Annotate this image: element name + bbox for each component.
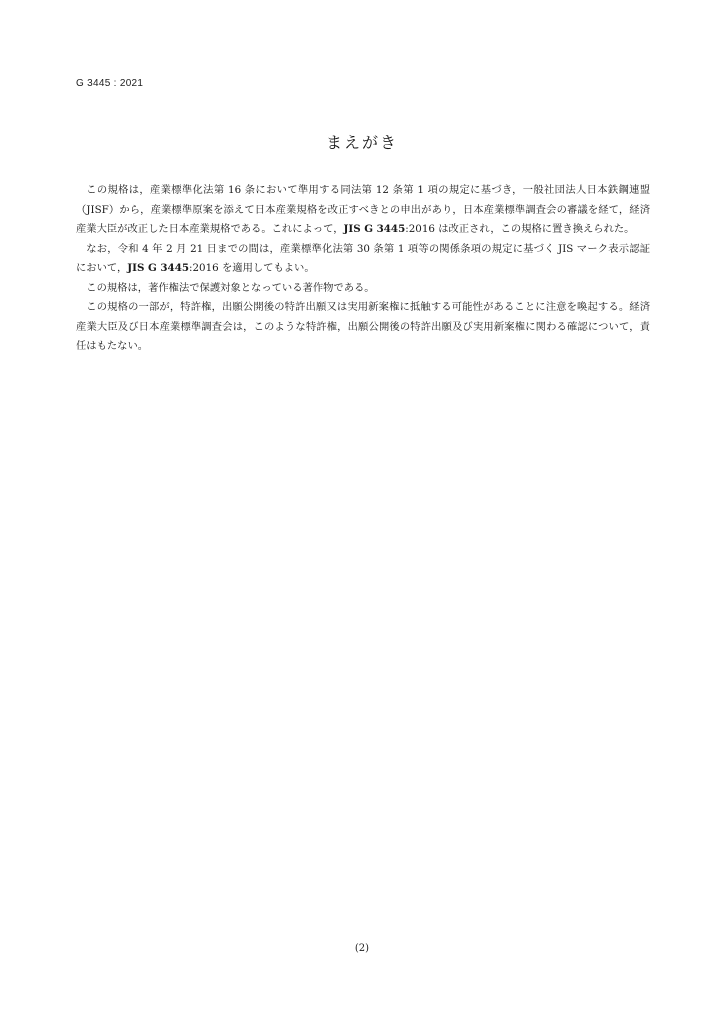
paragraph-1-standard-ref: JIS G 3445 <box>343 223 406 235</box>
document-identifier: G 3445 : 2021 <box>76 78 144 89</box>
paragraph-3-text: この規格は，著作権法で保護対象となっている著作物である。 <box>86 281 375 294</box>
paragraph-2-text-2: :2016 を適用してもよい。 <box>189 262 315 274</box>
paragraph-2-text-1: なお，令和 4 年 2 月 21 日までの間は，産業標準化法第 30 条第 1 項等の関係条項の規定に基づく JIS マーク表示認証において， <box>76 242 650 274</box>
page-title: まえがき <box>325 133 398 152</box>
paragraph-4-text: この規格の一部が，特許権，出願公開後の特許出願又は実用新案権に抵触する可能性があることに注意を喚起する。経済産業大臣及び日本産業標準調査会は，このような特許権，出願公開後の特許出願及び実用新案権に関わる確認について，責任はもたない。 <box>76 301 650 352</box>
body-text <box>76 181 650 357</box>
paragraph-2-standard-ref: JIS G 3445 <box>127 262 190 274</box>
paragraph-1 <box>76 181 650 240</box>
paragraph-1-text-1: この規格は，産業標準化法第 16 条において準用する同法第 12 条第 1 項の規定に基づき，一般社団法人日本鉄鋼連盟（JISF）から，産業標準原案を添えて日本産業規格を改正すべきとの申出があり，日本産業標準調査会の審議を経て，経済産業大臣が改正した日本産業規格である。これによって， <box>76 184 650 235</box>
paragraph-2 <box>76 240 650 279</box>
paragraph-4 <box>76 298 650 357</box>
paragraph-1-text-2: :2016 は改正され，この規格に置き換えられた。 <box>405 223 635 235</box>
page-number: (2) <box>354 943 370 954</box>
paragraph-3 <box>76 279 650 299</box>
